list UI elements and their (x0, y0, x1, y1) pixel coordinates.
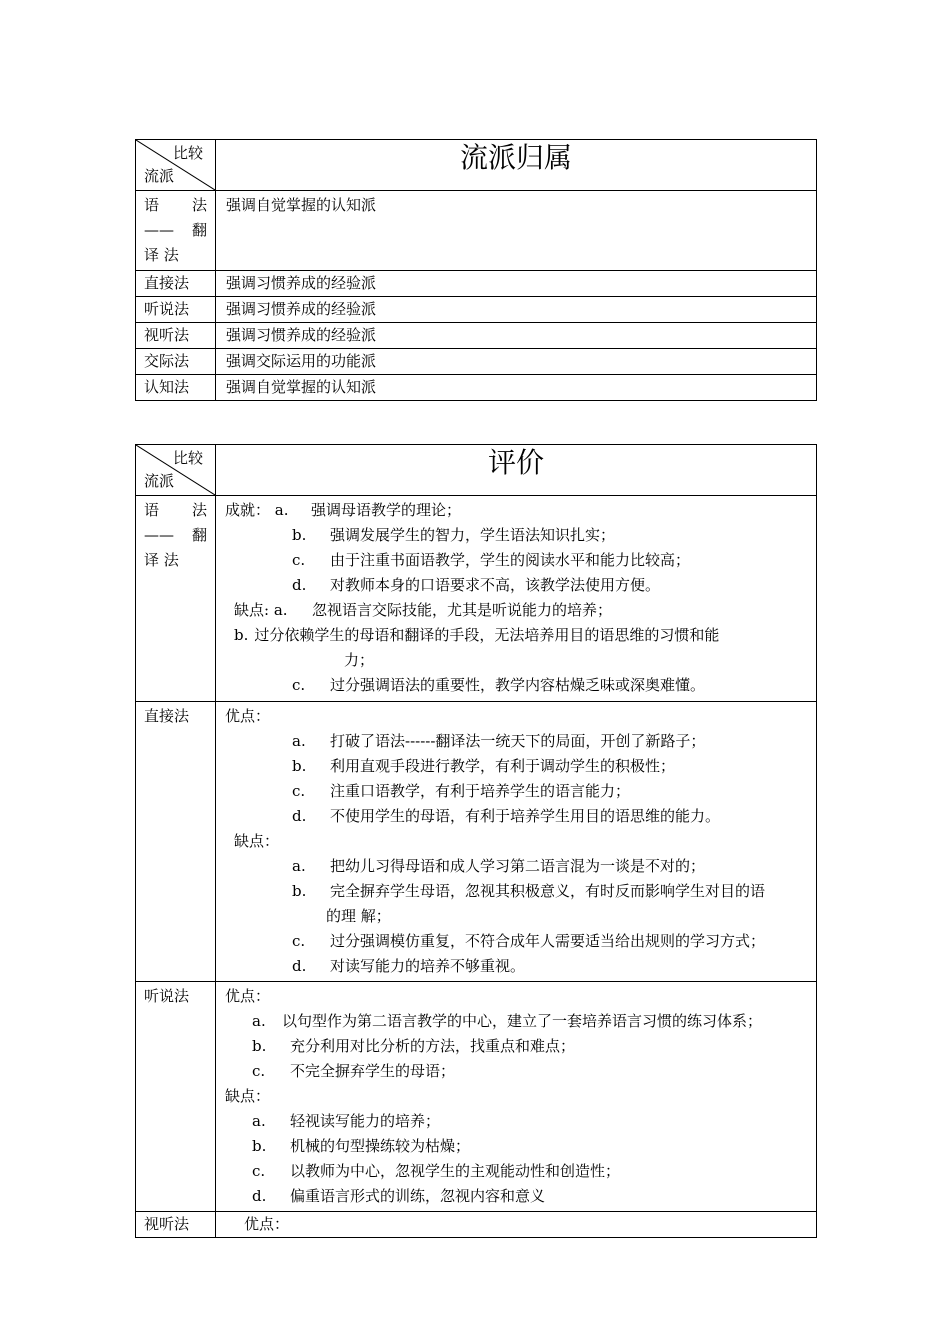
list-item: b. 机械的句型操练较为枯燥； (252, 1137, 471, 1155)
list-item: d. 对教师本身的口语要求不高，该教学法使用方便。 (292, 576, 661, 594)
pros-label: 优点： (225, 707, 271, 725)
header-school-label: 流派 (144, 167, 175, 185)
school-grammar-translation: 强调自觉掌握的认知派 (226, 196, 377, 214)
table2-title-cell (216, 445, 817, 496)
method-cognitive: 认知法 (144, 378, 190, 396)
table1-title-cell (216, 140, 817, 191)
eval-method-direct: 直接法 (144, 707, 190, 725)
list-item: d. 不使用学生的母语，有利于培养学生用目的语思维的能力。 (292, 807, 721, 825)
method-audiovisual: 视听法 (144, 326, 190, 344)
list-item: c. 过分强调模仿重复，不符合成年人需要适当给出规则的学习方式； (292, 932, 766, 950)
list-item: c. 过分强调语法的重要性，教学内容枯燥乏味或深奥难懂。 (292, 676, 706, 694)
list-item: c. 由于注重书面语教学，学生的阅读水平和能力比较高； (292, 551, 691, 569)
list-item: 缺点: a. 忽视语言交际技能，尤其是听说能力的培养； (234, 601, 613, 619)
list-item-continuation: 力； (344, 651, 375, 669)
pros-label: 优点： (244, 1215, 290, 1233)
method-audiolingual: 听说法 (144, 300, 190, 318)
list-item: b. 利用直观手段进行教学，有利于调动学生的积极性； (292, 757, 676, 775)
list-item: b. 过分依赖学生的母语和翻译的手段，无法培养用目的语思维的习惯和能 (234, 626, 720, 644)
table2-title: 评价 (487, 446, 544, 479)
list-item: 成就： a. 强调母语教学的理论； (225, 501, 462, 519)
eval-method-audiovisual: 视听法 (144, 1215, 190, 1233)
classification-table (135, 139, 817, 401)
method-direct: 直接法 (144, 274, 190, 292)
method-communicative: 交际法 (144, 352, 190, 370)
list-item-continuation: 的理 解； (326, 907, 391, 925)
audiolingual-evaluation (216, 982, 816, 1211)
school-cognitive: 强调自觉掌握的认知派 (226, 378, 377, 396)
list-item: b. 完全摒弃学生母语，忽视其积极意义，有时反而影响学生对目的语 (292, 882, 766, 900)
table1-title: 流派归属 (459, 141, 572, 174)
list-item: a. 以句型作为第二语言教学的中心，建立了一套培养语言习惯的练习体系； (252, 1012, 763, 1030)
list-item: c. 注重口语教学，有利于培养学生的语言能力； (292, 782, 631, 800)
header-diagonal-cell (136, 445, 216, 496)
eval-method-grammar-translation: 语 法 —— 翻 译 法 (144, 501, 207, 569)
school-direct: 强调习惯养成的经验派 (226, 274, 377, 292)
header-compare-label: 比较 (172, 449, 203, 467)
list-item: d. 偏重语言形式的训练，忽视内容和意义 (252, 1187, 546, 1205)
cons-label: 缺点： (225, 1087, 271, 1105)
header-compare-label: 比较 (172, 144, 203, 162)
list-item: a. 把幼儿习得母语和成人学习第二语言混为一谈是不对的； (292, 857, 706, 875)
cons-label: 缺点： (234, 832, 280, 850)
list-item: d. 对读写能力的培养不够重视。 (292, 957, 526, 975)
school-communicative: 强调交际运用的功能派 (226, 352, 377, 370)
list-item: a. 轻视读写能力的培养； (252, 1112, 441, 1130)
list-item: c. 不完全摒弃学生的母语； (252, 1062, 456, 1080)
evaluation-table (135, 444, 817, 1238)
list-item: b. 强调发展学生的智力，学生语法知识扎实； (292, 526, 616, 544)
header-school-label: 流派 (144, 472, 175, 490)
school-audiolingual: 强调习惯养成的经验派 (226, 300, 377, 318)
direct-evaluation (216, 702, 816, 981)
grammar-evaluation (216, 496, 816, 701)
list-item: a. 打破了语法------翻译法一统天下的局面，开创了新路子； (292, 732, 706, 750)
eval-method-audiolingual: 听说法 (144, 987, 190, 1005)
header-diagonal-cell (136, 140, 216, 191)
list-item: c. 以教师为中心，忽视学生的主观能动性和创造性； (252, 1162, 621, 1180)
list-item: b. 充分利用对比分析的方法，找重点和难点； (252, 1037, 576, 1055)
pros-label: 优点： (225, 987, 271, 1005)
method-grammar-translation: 语 法 —— 翻 译 法 (144, 196, 207, 264)
school-audiovisual: 强调习惯养成的经验派 (226, 326, 377, 344)
